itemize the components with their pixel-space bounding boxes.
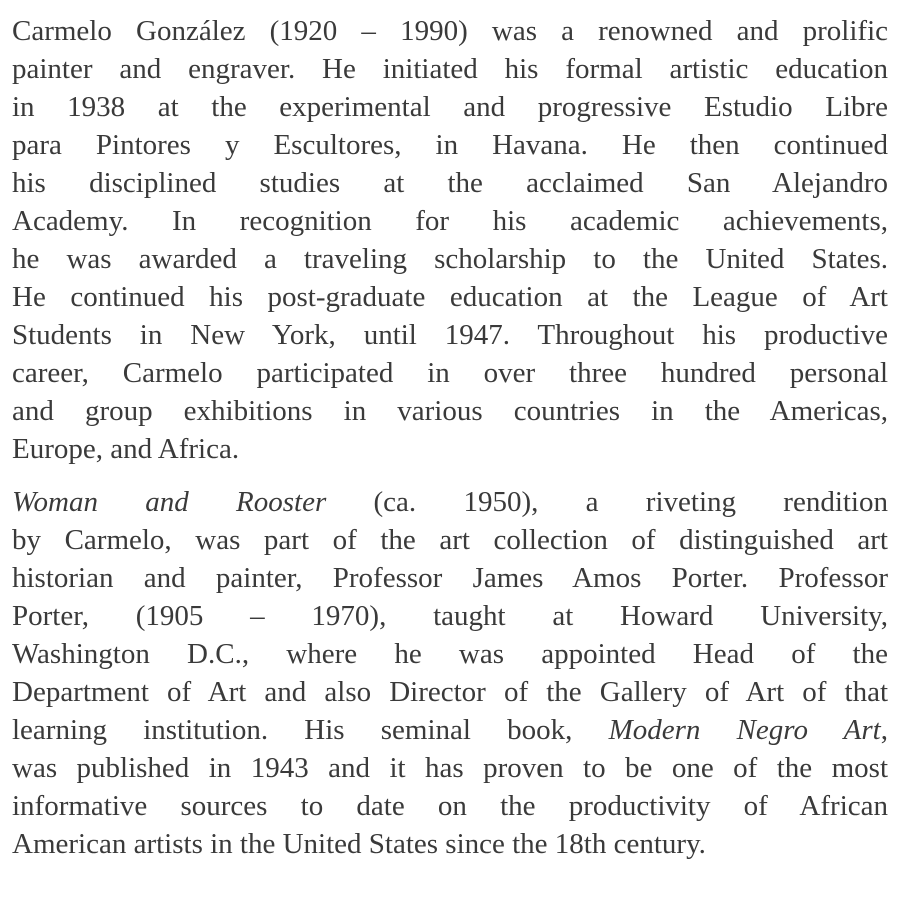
text-line xyxy=(12,559,888,597)
text-line xyxy=(12,673,888,711)
text-line xyxy=(12,354,888,392)
paragraph-biography xyxy=(12,12,888,468)
text-line xyxy=(12,597,888,635)
text-segment: he was awarded a traveling scholarship to the United States. xyxy=(12,243,888,275)
text-segment: informative sources to date on the productivity of African xyxy=(12,790,888,822)
text-segment: historian and painter, Professor James Amos Porter. Professor xyxy=(12,562,888,594)
text-line xyxy=(12,240,888,278)
text-segment: painter and engraver. He initiated his formal artistic education xyxy=(12,53,888,85)
text-segment: learning institution. His seminal book, xyxy=(12,714,609,746)
text-line xyxy=(12,126,888,164)
text-segment: by Carmelo, was part of the art collection of distinguished art xyxy=(12,524,888,556)
text-segment: Department of Art and also Director of the Gallery of Art of that xyxy=(12,676,888,708)
text-line xyxy=(12,635,888,673)
text-segment: Porter, (1905 – 1970), taught at Howard University, xyxy=(12,600,888,632)
text-segment: Academy. In recognition for his academic achievements, xyxy=(12,205,888,237)
text-segment: Europe, and Africa. xyxy=(12,433,240,465)
text-segment: was published in 1943 and it has proven to be one of the most xyxy=(12,752,888,784)
text-segment: He continued his post-graduate education at the League of Art xyxy=(12,281,888,313)
text-line xyxy=(12,278,888,316)
text-line xyxy=(12,392,888,430)
text-line xyxy=(12,825,888,863)
text-line xyxy=(12,88,888,126)
text-segment: , xyxy=(880,714,888,746)
text-segment: Washington D.C., where he was appointed Head of the xyxy=(12,638,888,670)
book-title-italic: Modern Negro Art xyxy=(608,714,881,746)
artwork-title-italic: Woman and Rooster xyxy=(12,486,327,518)
text-line xyxy=(12,483,888,521)
text-segment: his disciplined studies at the acclaimed San Alejandro xyxy=(12,167,888,199)
text-line xyxy=(12,316,888,354)
text-segment: Carmelo González (1920 – 1990) was a renowned and prolific xyxy=(12,15,888,47)
text-line xyxy=(12,749,888,787)
text-line xyxy=(12,711,888,749)
text-line xyxy=(12,430,888,468)
paragraph-provenance xyxy=(12,483,888,863)
text-segment: career, Carmelo participated in over three hundred personal xyxy=(12,357,888,389)
text-segment: Students in New York, until 1947. Throughout his productive xyxy=(12,319,888,351)
text-segment: American artists in the United States since the 18th century. xyxy=(12,828,706,860)
text-segment: in 1938 at the experimental and progressive Estudio Libre xyxy=(12,91,888,123)
text-segment: (ca. 1950), a riveting rendition xyxy=(326,486,888,518)
text-line xyxy=(12,50,888,88)
text-segment: para Pintores y Escultores, in Havana. He then continued xyxy=(12,129,888,161)
text-line xyxy=(12,521,888,559)
text-line xyxy=(12,164,888,202)
text-line xyxy=(12,12,888,50)
text-line xyxy=(12,787,888,825)
text-line xyxy=(12,202,888,240)
text-segment: and group exhibitions in various countries in the Americas, xyxy=(12,395,888,427)
